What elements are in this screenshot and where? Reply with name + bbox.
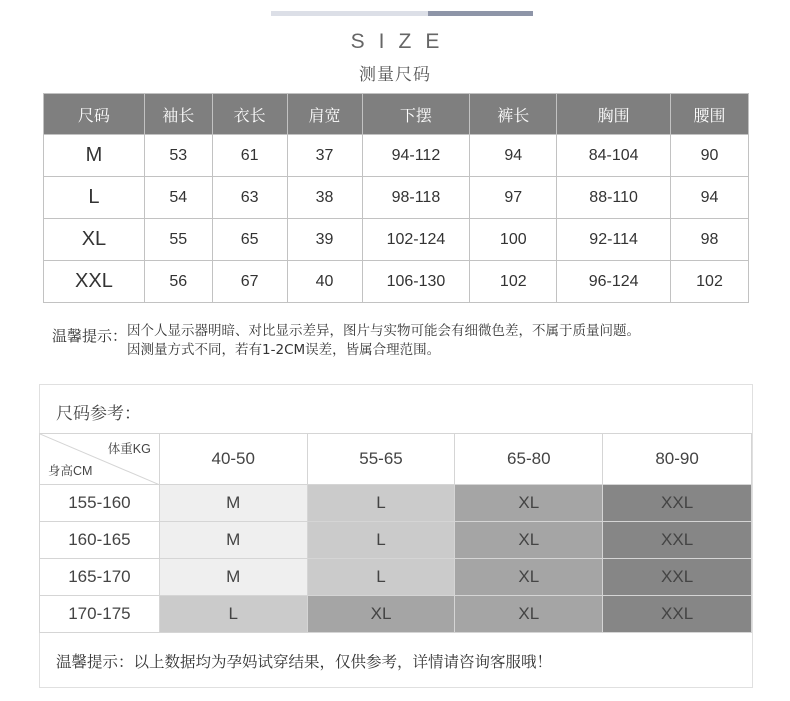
tip-line: 因个人显示器明暗、对比显示差异，图片与实物可能会有细微色差，不属于质量问题。 (127, 323, 641, 339)
table-cell: 55 (144, 219, 212, 261)
recommended-size-cell: XL (455, 596, 603, 633)
size-measurement-table (43, 93, 749, 303)
table-row (44, 177, 749, 219)
table-cell: 102 (470, 261, 557, 303)
recommended-size-cell: XL (455, 522, 603, 559)
size-table-header: 腰围 (671, 94, 749, 135)
table-cell: 97 (470, 177, 557, 219)
height-cell: 170-175 (40, 596, 160, 633)
recommended-size-cell: XXL (603, 522, 752, 559)
size-table-header: 下摆 (362, 94, 470, 135)
table-row (44, 135, 749, 177)
size-cell: XXL (44, 261, 145, 303)
recommended-size-cell: M (159, 559, 307, 596)
table-cell: 88-110 (557, 177, 671, 219)
recommended-size-cell: M (159, 522, 307, 559)
size-cell: XL (44, 219, 145, 261)
recommended-size-cell: XL (455, 559, 603, 596)
size-table-header: 袖长 (144, 94, 212, 135)
table-cell: 61 (212, 135, 287, 177)
table-cell: 98-118 (362, 177, 470, 219)
table-cell: 54 (144, 177, 212, 219)
recommended-size-cell: M (159, 485, 307, 522)
page-title-cn: 测量尺码 (359, 65, 431, 85)
size-table-header: 裤长 (470, 94, 557, 135)
height-cell: 160-165 (40, 522, 160, 559)
size-table-header-row (44, 94, 749, 135)
recommended-size-cell: XXL (603, 596, 752, 633)
table-cell: 94 (671, 177, 749, 219)
table-cell: 56 (144, 261, 212, 303)
size-table-header: 尺码 (44, 94, 145, 135)
table-cell: 67 (212, 261, 287, 303)
height-axis-label: 身高CM (48, 464, 93, 478)
reference-tip: 温馨提示：以上数据均为孕妈试穿结果，仅供参考，详情请咨询客服哦！ (56, 653, 553, 671)
size-cell: L (44, 177, 145, 219)
size-reference-table (39, 433, 752, 633)
table-cell: 106-130 (362, 261, 470, 303)
weight-header: 65-80 (455, 434, 603, 485)
recommended-size-cell: XXL (603, 485, 752, 522)
tip-label: 温馨提示： (52, 327, 128, 345)
color-disclaimer (52, 322, 640, 360)
recommended-size-cell: XL (307, 596, 455, 633)
height-cell: 155-160 (40, 485, 160, 522)
reference-title: 尺码参考： (56, 404, 141, 424)
table-row (44, 261, 749, 303)
size-table-header: 肩宽 (287, 94, 362, 135)
recommended-size-cell: L (307, 522, 455, 559)
table-row (44, 219, 749, 261)
recommended-size-cell: L (307, 559, 455, 596)
table-cell: 100 (470, 219, 557, 261)
table-cell: 84-104 (557, 135, 671, 177)
tip-line: 因测量方式不同，若有1-2CM误差，皆属合理范围。 (127, 342, 441, 358)
recommended-size-cell: XXL (603, 559, 752, 596)
corner-cell (40, 434, 160, 485)
weight-header: 55-65 (307, 434, 455, 485)
table-row (40, 596, 752, 633)
table-row (40, 522, 752, 559)
table-cell: 40 (287, 261, 362, 303)
table-cell: 37 (287, 135, 362, 177)
recommended-size-cell: L (307, 485, 455, 522)
table-cell: 94 (470, 135, 557, 177)
table-cell: 96-124 (557, 261, 671, 303)
table-cell: 102 (671, 261, 749, 303)
height-cell: 165-170 (40, 559, 160, 596)
tip-text (127, 322, 640, 360)
table-cell: 65 (212, 219, 287, 261)
reference-header-row (40, 434, 752, 485)
table-cell: 39 (287, 219, 362, 261)
table-cell: 90 (671, 135, 749, 177)
table-cell: 63 (212, 177, 287, 219)
weight-header: 80-90 (603, 434, 752, 485)
table-cell: 98 (671, 219, 749, 261)
decorative-top-bar (271, 11, 533, 16)
table-cell: 38 (287, 177, 362, 219)
table-cell: 53 (144, 135, 212, 177)
size-cell: M (44, 135, 145, 177)
size-reference-panel (39, 384, 753, 688)
table-cell: 94-112 (362, 135, 470, 177)
weight-axis-label: 体重KG (107, 442, 151, 456)
weight-header: 40-50 (159, 434, 307, 485)
table-cell: 92-114 (557, 219, 671, 261)
recommended-size-cell: XL (455, 485, 603, 522)
size-table-header: 胸围 (557, 94, 671, 135)
table-row (40, 485, 752, 522)
page-title-en: SIZE (350, 30, 454, 53)
decorative-top-bar-accent (428, 11, 533, 16)
table-row (40, 559, 752, 596)
recommended-size-cell: L (159, 596, 307, 633)
table-cell: 102-124 (362, 219, 470, 261)
size-table-header: 衣长 (212, 94, 287, 135)
